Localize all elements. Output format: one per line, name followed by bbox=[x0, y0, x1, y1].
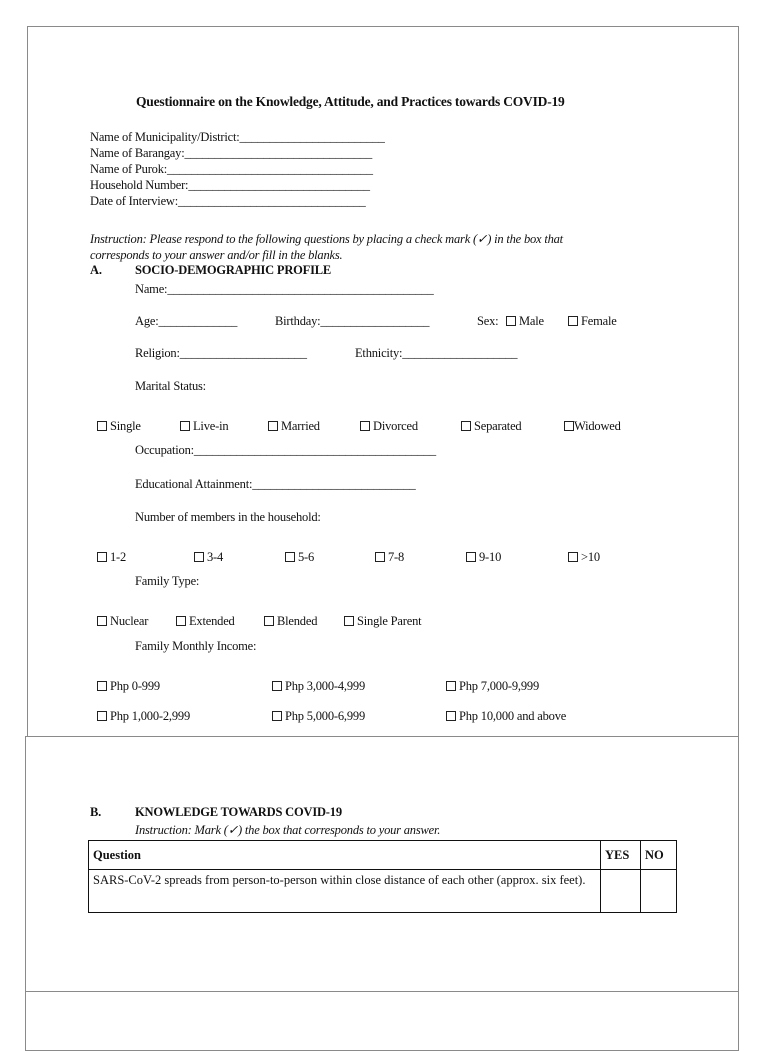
members-option-over-10[interactable] bbox=[568, 550, 600, 565]
option-label: Male bbox=[519, 314, 544, 328]
checkbox-icon[interactable] bbox=[97, 711, 107, 721]
income-option-1000-2999[interactable] bbox=[97, 709, 190, 724]
section-a-heading: SOCIO-DEMOGRAPHIC PROFILE bbox=[135, 263, 332, 277]
question-header: Question bbox=[89, 841, 601, 870]
option-label: Php 1,000-2,999 bbox=[110, 709, 190, 723]
income-option-7000-9999[interactable] bbox=[446, 679, 539, 694]
table-header-row bbox=[89, 841, 677, 870]
no-header: NO bbox=[641, 841, 677, 870]
checkbox-icon[interactable] bbox=[272, 711, 282, 721]
option-label: >10 bbox=[581, 550, 600, 564]
page-3 bbox=[25, 991, 739, 1051]
section-b-heading: KNOWLEDGE TOWARDS COVID-19 bbox=[135, 805, 342, 819]
no-answer-cell[interactable] bbox=[641, 870, 677, 913]
name-field[interactable]: Name:____________________________________________ bbox=[135, 282, 434, 296]
option-label: Live-in bbox=[193, 419, 229, 433]
yes-answer-cell[interactable] bbox=[601, 870, 641, 913]
barangay-field[interactable]: Name of Barangay:_______________________________ bbox=[90, 146, 373, 160]
option-label: 7-8 bbox=[388, 550, 405, 564]
marital-option-married[interactable] bbox=[268, 419, 320, 434]
family-type-extended[interactable] bbox=[176, 614, 235, 629]
option-label: Female bbox=[581, 314, 617, 328]
family-type-label: Family Type: bbox=[135, 574, 200, 588]
option-label: Separated bbox=[474, 419, 522, 433]
section-b-letter: B. bbox=[90, 805, 102, 819]
section-a-letter: A. bbox=[90, 263, 102, 277]
option-label: Php 10,000 and above bbox=[459, 709, 567, 723]
option-label: Php 7,000-9,999 bbox=[459, 679, 539, 693]
ethnicity-field[interactable]: Ethnicity:___________________ bbox=[355, 346, 518, 360]
checkbox-icon[interactable] bbox=[461, 421, 471, 431]
option-label: 5-6 bbox=[298, 550, 315, 564]
checkbox-icon[interactable] bbox=[360, 421, 370, 431]
members-option-7-8[interactable] bbox=[375, 550, 404, 565]
occupation-field[interactable]: Occupation:________________________________________ bbox=[135, 443, 436, 457]
checkbox-icon[interactable] bbox=[268, 421, 278, 431]
checkbox-icon[interactable] bbox=[285, 552, 295, 562]
option-label: 1-2 bbox=[110, 550, 127, 564]
checkbox-icon[interactable] bbox=[176, 616, 186, 626]
birthday-field[interactable]: Birthday:__________________ bbox=[275, 314, 430, 328]
checkbox-icon[interactable] bbox=[97, 552, 107, 562]
members-option-1-2[interactable] bbox=[97, 550, 126, 565]
family-income-label: Family Monthly Income: bbox=[135, 639, 257, 653]
marital-option-widowed[interactable] bbox=[564, 419, 621, 434]
checkbox-icon[interactable] bbox=[568, 316, 578, 326]
members-option-3-4[interactable] bbox=[194, 550, 223, 565]
marital-option-separated[interactable] bbox=[461, 419, 521, 434]
option-label: Php 5,000-6,999 bbox=[285, 709, 365, 723]
option-label: Widowed bbox=[574, 419, 621, 433]
family-type-blended[interactable] bbox=[264, 614, 317, 629]
income-option-0-999[interactable] bbox=[97, 679, 160, 694]
option-label: 9-10 bbox=[479, 550, 502, 564]
option-label: Married bbox=[281, 419, 320, 433]
yes-header: YES bbox=[601, 841, 641, 870]
date-of-interview-field[interactable]: Date of Interview:_______________________________ bbox=[90, 194, 366, 208]
instruction-line-1: Instruction: Please respond to the following questions by placing a check mark (✓) in the box that bbox=[90, 232, 563, 246]
household-members-label: Number of members in the household: bbox=[135, 510, 321, 524]
marital-status-label: Marital Status: bbox=[135, 379, 206, 393]
instruction-line-2: corresponds to your answer and/or fill in the blanks. bbox=[90, 248, 343, 262]
checkbox-icon[interactable] bbox=[568, 552, 578, 562]
option-label: 3-4 bbox=[207, 550, 224, 564]
checkbox-icon[interactable] bbox=[344, 616, 354, 626]
checkbox-icon[interactable] bbox=[264, 616, 274, 626]
checkbox-icon[interactable] bbox=[194, 552, 204, 562]
age-field[interactable]: Age:_____________ bbox=[135, 314, 238, 328]
members-option-5-6[interactable] bbox=[285, 550, 314, 565]
option-label: Blended bbox=[277, 614, 318, 628]
option-label: Divorced bbox=[373, 419, 418, 433]
checkbox-icon[interactable] bbox=[272, 681, 282, 691]
table-row bbox=[89, 870, 677, 913]
knowledge-table bbox=[88, 840, 677, 913]
household-number-field[interactable]: Household Number:______________________________ bbox=[90, 178, 370, 192]
option-label: Php 3,000-4,999 bbox=[285, 679, 365, 693]
marital-option-divorced[interactable] bbox=[360, 419, 418, 434]
option-label: Single bbox=[110, 419, 141, 433]
checkbox-icon[interactable] bbox=[564, 421, 574, 431]
option-label: Nuclear bbox=[110, 614, 149, 628]
sex-female-option[interactable] bbox=[568, 314, 617, 329]
income-option-10000-above[interactable] bbox=[446, 709, 566, 724]
income-option-5000-6999[interactable] bbox=[272, 709, 365, 724]
checkbox-icon[interactable] bbox=[446, 681, 456, 691]
checkbox-icon[interactable] bbox=[506, 316, 516, 326]
checkbox-icon[interactable] bbox=[446, 711, 456, 721]
municipality-field[interactable]: Name of Municipality/District:________________________ bbox=[90, 130, 385, 144]
religion-field[interactable]: Religion:_____________________ bbox=[135, 346, 307, 360]
family-type-single-parent[interactable] bbox=[344, 614, 421, 629]
checkbox-icon[interactable] bbox=[97, 681, 107, 691]
question-cell: SARS-CoV-2 spreads from person-to-person within close distance of each other (approx. six feet). bbox=[89, 870, 601, 913]
purok-field[interactable]: Name of Purok:__________________________________ bbox=[90, 162, 373, 176]
sex-male-option[interactable] bbox=[506, 314, 544, 329]
members-option-9-10[interactable] bbox=[466, 550, 501, 565]
option-label: Extended bbox=[189, 614, 235, 628]
checkbox-icon[interactable] bbox=[180, 421, 190, 431]
marital-option-single[interactable] bbox=[97, 419, 141, 434]
educational-attainment-field[interactable]: Educational Attainment:___________________________ bbox=[135, 477, 416, 491]
sex-label: Sex: bbox=[477, 314, 499, 328]
option-label: Php 0-999 bbox=[110, 679, 160, 693]
checkbox-icon[interactable] bbox=[375, 552, 385, 562]
section-b-instruction: Instruction: Mark (✓) the box that corresponds to your answer. bbox=[135, 823, 441, 837]
marital-option-live-in[interactable] bbox=[180, 419, 228, 434]
checkbox-icon[interactable] bbox=[97, 616, 107, 626]
page-title: Questionnaire on the Knowledge, Attitude, and Practices towards COVID-19 bbox=[136, 94, 565, 109]
family-type-nuclear[interactable] bbox=[97, 614, 148, 629]
income-option-3000-4999[interactable] bbox=[272, 679, 365, 694]
checkbox-icon[interactable] bbox=[466, 552, 476, 562]
checkbox-icon[interactable] bbox=[97, 421, 107, 431]
option-label: Single Parent bbox=[357, 614, 422, 628]
